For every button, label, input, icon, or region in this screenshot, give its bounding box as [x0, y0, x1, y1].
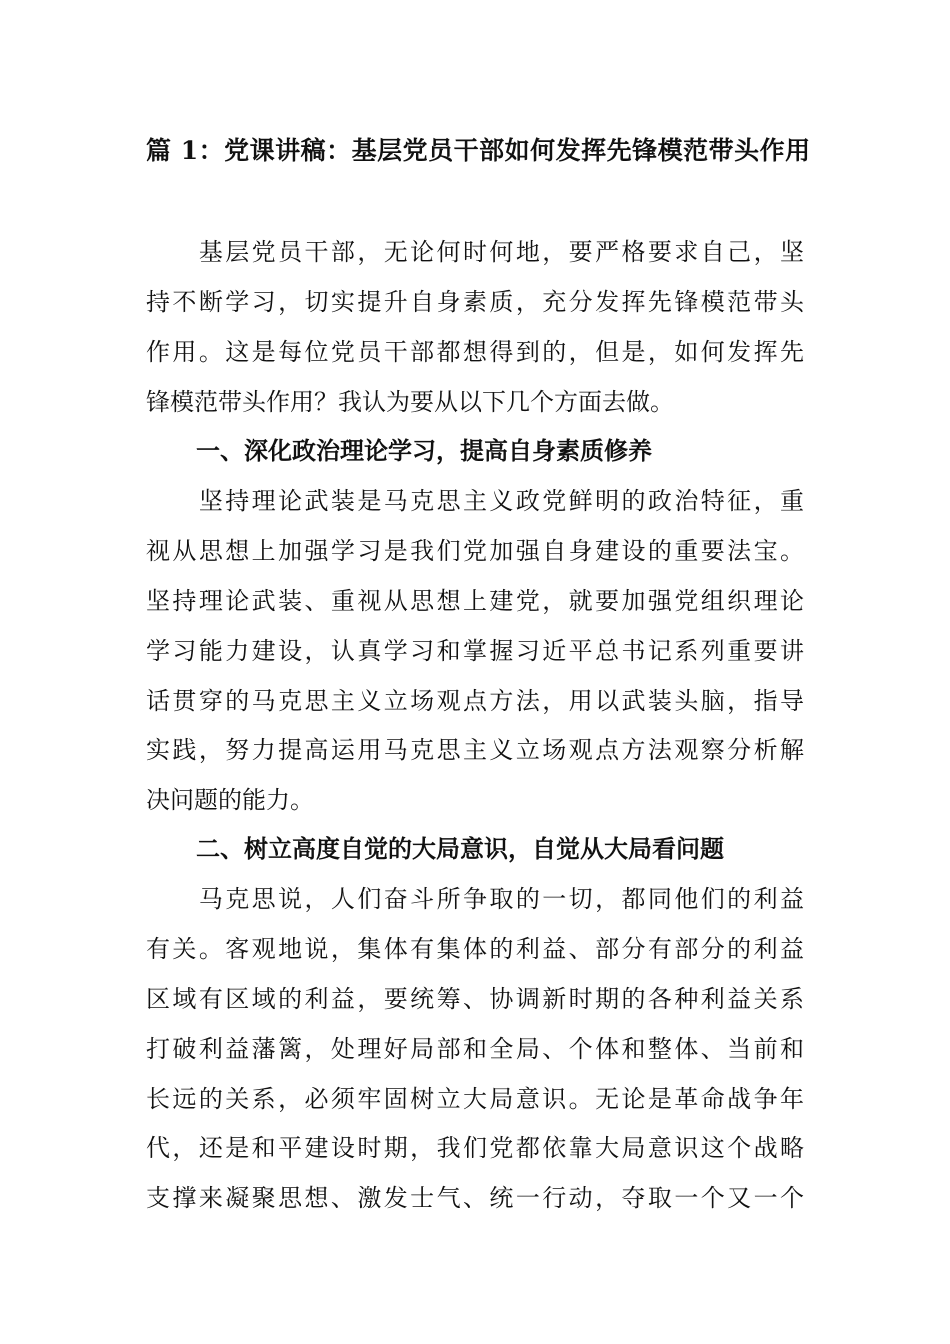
intro-line: 持不断学习，切实提升自身素质，充分发挥先锋模范带头	[146, 288, 804, 316]
section-heading-2: 二、树立高度自觉的大局意识，自觉从大局看问题	[196, 834, 724, 863]
intro-line: 基层党员干部，无论何时何地，要严格要求自己，坚	[146, 238, 804, 266]
section1-line: 坚持理论武装是马克思主义政党鲜明的政治特征，重	[146, 487, 804, 515]
intro-line: 锋模范带头作用？我认为要从以下几个方面去做。	[146, 388, 674, 416]
section2-line: 长远的关系，必须牢固树立大局意识。无论是革命战争年	[146, 1085, 804, 1113]
section2-line: 打破利益藩篱，处理好局部和全局、个体和整体、当前和	[146, 1035, 804, 1063]
section-heading-1: 一、深化政治理论学习，提高自身素质修养	[196, 436, 652, 465]
section1-line: 视从思想上加强学习是我们党加强自身建设的重要法宝。	[146, 537, 804, 565]
section1-line: 实践，努力提高运用马克思主义立场观点方法观察分析解	[146, 736, 804, 764]
section1-line: 决问题的能力。	[146, 786, 314, 814]
intro-line: 作用。这是每位党员干部都想得到的，但是，如何发挥先	[146, 338, 804, 366]
section2-line: 马克思说，人们奋斗所争取的一切，都同他们的利益	[146, 885, 804, 913]
section1-line: 坚持理论武装、重视从思想上建党，就要加强党组织理论	[146, 587, 804, 615]
section2-line: 区域有区域的利益，要统筹、协调新时期的各种利益关系	[146, 985, 804, 1013]
section2-line: 有关。客观地说，集体有集体的利益、部分有部分的利益	[146, 935, 804, 963]
section2-line: 代，还是和平建设时期，我们党都依靠大局意识这个战略	[146, 1134, 804, 1162]
section2-line: 支撑来凝聚思想、激发士气、统一行动，夺取一个又一个	[146, 1184, 804, 1212]
section1-line: 学习能力建设，认真学习和掌握习近平总书记系列重要讲	[146, 637, 804, 665]
section1-line: 话贯穿的马克思主义立场观点方法，用以武装头脑，指导	[146, 687, 804, 715]
document-title: 篇 1：党课讲稿：基层党员干部如何发挥先锋模范带头作用	[146, 136, 811, 165]
